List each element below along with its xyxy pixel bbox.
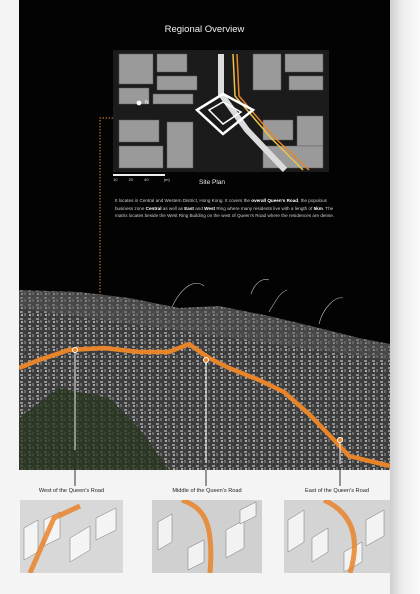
section-connectors bbox=[0, 470, 420, 490]
middle-section-image bbox=[152, 500, 262, 573]
aerial-view-map bbox=[19, 268, 390, 470]
page-edge-shadow bbox=[390, 0, 420, 594]
overview-panel bbox=[19, 0, 390, 470]
description-paragraph: It locates in Central and Western District, Hong Kong. It covers the overall Queen's Road, the populous business zone Central as well as East and West Ring where many residents live with a length of 5km. The matrix locates beside the West Ring Building on the west of Queen's Road where the residences are dense. bbox=[115, 198, 335, 218]
scale-bar bbox=[113, 174, 170, 182]
scale-tick: 20 bbox=[128, 177, 134, 182]
scale-unit: (m) bbox=[163, 177, 170, 182]
north-label: N bbox=[145, 100, 149, 106]
site-plan-caption: Site Plan bbox=[199, 179, 226, 186]
scale-tick: 40 bbox=[144, 177, 149, 182]
page-title: Regional Overview bbox=[164, 24, 245, 35]
site-plan-map bbox=[113, 50, 329, 172]
west-section-image bbox=[20, 500, 123, 573]
scale-tick: 10 bbox=[113, 177, 118, 182]
section-label-east: East of the Queen's Road bbox=[305, 488, 369, 494]
east-section-image bbox=[284, 500, 390, 573]
section-label-middle: Middle of the Queen's Road bbox=[172, 488, 242, 494]
section-label-west: West of the Queen's Road bbox=[38, 488, 105, 494]
north-arrow-icon bbox=[137, 101, 142, 106]
